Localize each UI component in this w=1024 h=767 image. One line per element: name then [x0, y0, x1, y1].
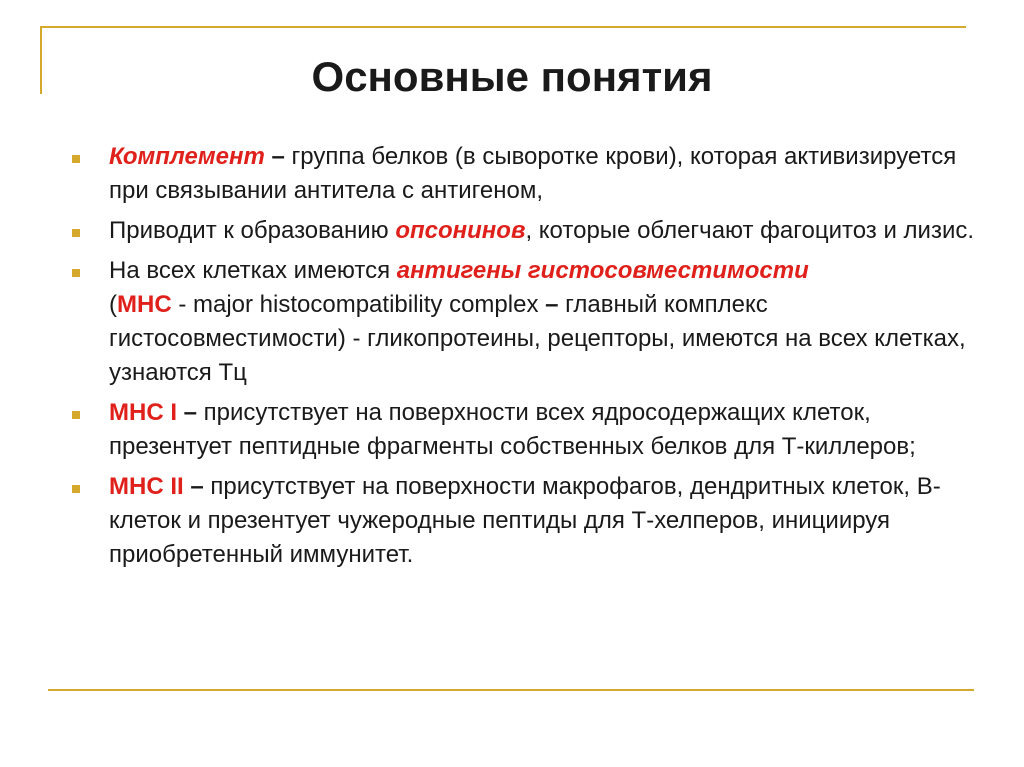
paren-open: ( — [109, 291, 117, 318]
term-mhc: MHC — [117, 291, 172, 318]
bullet-item-complement — [72, 140, 982, 208]
square-bullet-icon — [72, 411, 80, 419]
bullet-text: присутствует на поверхности всех ядросодержащих клеток, презентует пептидные фрагменты собственных белков для Т-киллеров; — [109, 399, 916, 460]
dash: – — [545, 291, 559, 318]
term-opsonins: опсонинов — [395, 217, 526, 244]
bullet-text: На всех клетках имеются — [109, 257, 397, 284]
dash: – — [177, 399, 198, 426]
bullet-text: , которые облегчают фагоцитоз и лизис. — [525, 217, 975, 244]
square-bullet-icon — [72, 485, 80, 493]
term-histocompatibility-antigens: антигены гистосовместимости — [396, 257, 809, 284]
bullet-text: Приводит к образованию — [109, 217, 396, 244]
bullet-item-mhc — [72, 254, 982, 390]
bullet-text: главный комплекс гистосовместимости) - гликопротеины, рецепторы, имеются на всех клетках, узнаются Тц — [109, 291, 966, 386]
square-bullet-icon — [72, 155, 80, 163]
dash: – — [264, 143, 285, 170]
bullet-text: группа белков (в сыворотке крови), которая активизируется при связывании антитела с антигеном, — [109, 143, 957, 204]
term-mhc-2: MHC II — [109, 473, 184, 500]
bullet-item-mhc-2 — [72, 470, 982, 572]
dash: – — [183, 473, 204, 500]
bullet-item-mhc-1 — [72, 396, 982, 464]
square-bullet-icon — [72, 229, 80, 237]
bottom-border-line — [48, 689, 974, 691]
term-complement: Комплемент — [109, 143, 265, 170]
bullet-item-opsonins — [72, 214, 982, 248]
bullet-text: присутствует на поверхности макрофагов, дендритных клеток, В-клеток и презентует чужеродные пептиды для Т-хелперов, инициируя приобретенный иммунитет. — [109, 473, 941, 568]
bullet-list — [72, 140, 982, 578]
top-border-line — [40, 26, 966, 28]
square-bullet-icon — [72, 269, 80, 277]
term-mhc-1: MHC I — [109, 399, 177, 426]
bullet-text: - major histocompatibility complex — [171, 291, 546, 318]
slide-title: Основные понятия — [311, 53, 713, 100]
